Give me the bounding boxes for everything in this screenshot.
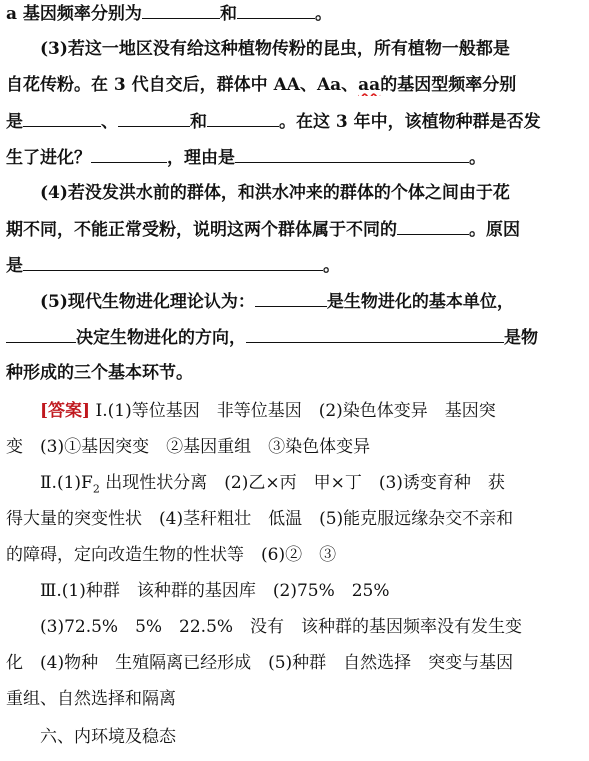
- q3-l4-b: ，理由是: [167, 148, 235, 168]
- q5-l2-a: 决定生物进化的方向，: [76, 328, 246, 348]
- answer-line-1: [6, 400, 579, 422]
- answer-line-6: Ⅲ.(1)种群 该种群的基因库 (2)75% 25%: [40, 581, 390, 601]
- blank: [23, 110, 101, 127]
- answer-line-8: 化 (4)物种 生殖隔离已经形成 (5)种群 自然选择 突变与基因: [6, 653, 514, 673]
- blank: [118, 110, 190, 127]
- section-heading: 六、内环境及稳态: [40, 727, 176, 747]
- blank: [23, 254, 323, 271]
- q3-line-1: (3)若这一地区没有给这种植物传粉的昆虫，所有植物一般都是: [40, 39, 510, 59]
- q3-line-3: [6, 110, 579, 133]
- blank: [142, 2, 220, 19]
- blank: [207, 110, 279, 127]
- answer-l3-sub: 2: [92, 482, 100, 496]
- q5-line-3: 种形成的三个基本环节。: [6, 363, 193, 383]
- q4-line-3: [6, 254, 579, 277]
- q2-tail-line: [6, 2, 579, 25]
- blank: [246, 326, 504, 343]
- answer-tag: [答案]: [40, 401, 91, 421]
- q4-l3-end: 。: [323, 256, 340, 276]
- q5-line-2: [6, 326, 579, 349]
- q4-l2-b: 。原因: [469, 220, 520, 240]
- q4-l2-a: 期不同，不能正常受粉，说明这两个群体属于不同的: [6, 220, 397, 240]
- q4-line-1: (4)若没发洪水前的群体，和洪水冲来的群体的个体之间由于花: [40, 183, 510, 203]
- q4-l3-a: 是: [6, 256, 23, 276]
- q5-line-1: [6, 290, 579, 313]
- q3-l2-a: 自花传粉。在 3 代自交后，群体中 AA、Aa、: [6, 75, 359, 95]
- answer-line-2: 变 (3)①基因突变 ②基因重组 ③染色体变异: [6, 437, 371, 457]
- blank: [6, 326, 76, 343]
- q5-l2-b: 是物: [504, 328, 538, 348]
- q3-line-2: [6, 74, 579, 96]
- q2-mid: 和: [219, 4, 237, 24]
- q4-line-2: [6, 218, 579, 241]
- q3-and: 和: [190, 112, 207, 132]
- answer-line-9: 重组、自然选择和隔离: [6, 689, 176, 709]
- q5-l1-a: (5)现代生物进化理论认为：: [40, 292, 255, 312]
- answer-line-7: (3)72.5% 5% 22.5% 没有 该种群的基因频率没有发生变: [40, 617, 523, 637]
- answer-l3-a: Ⅱ.(1)F: [40, 473, 93, 493]
- q3-l2-b: 的基因型频率分别: [380, 75, 517, 95]
- answer-l3-b: 出现性状分离 (2)乙×丙 甲×丁 (3)诱变育种 获: [99, 473, 505, 493]
- q3-l4-end: 。: [469, 148, 486, 168]
- blank: [237, 2, 315, 19]
- answer-line-5: 的障碍，定向改造生物的性状等 (6)② ③: [6, 545, 337, 565]
- blank: [397, 218, 469, 235]
- q3-line-4: [6, 146, 579, 169]
- blank: [255, 290, 327, 307]
- q2-end: 。: [314, 4, 332, 24]
- q3-sep: 、: [101, 112, 118, 132]
- q3-l3-a: 是: [6, 112, 23, 132]
- answer-l1: Ⅰ.(1)等位基因 非等位基因 (2)染色体变异 基因突: [90, 401, 496, 421]
- q3-l3-b: 。在这 3 年中，该植物种群是否发: [279, 112, 541, 132]
- q3-aa-spellmark: aa: [358, 75, 381, 95]
- answer-line-3: [6, 472, 579, 500]
- answer-line-4: 得大量的突变性状 (4)茎秆粗壮 低温 (5)能克服远缘杂交不亲和: [6, 509, 514, 529]
- q5-l1-b: 是生物进化的基本单位，: [326, 292, 514, 312]
- q3-l4-a: 生了进化？: [6, 148, 91, 168]
- blank: [91, 146, 167, 163]
- q2-prefix: a 基因频率分别为: [6, 4, 142, 24]
- blank: [235, 146, 469, 163]
